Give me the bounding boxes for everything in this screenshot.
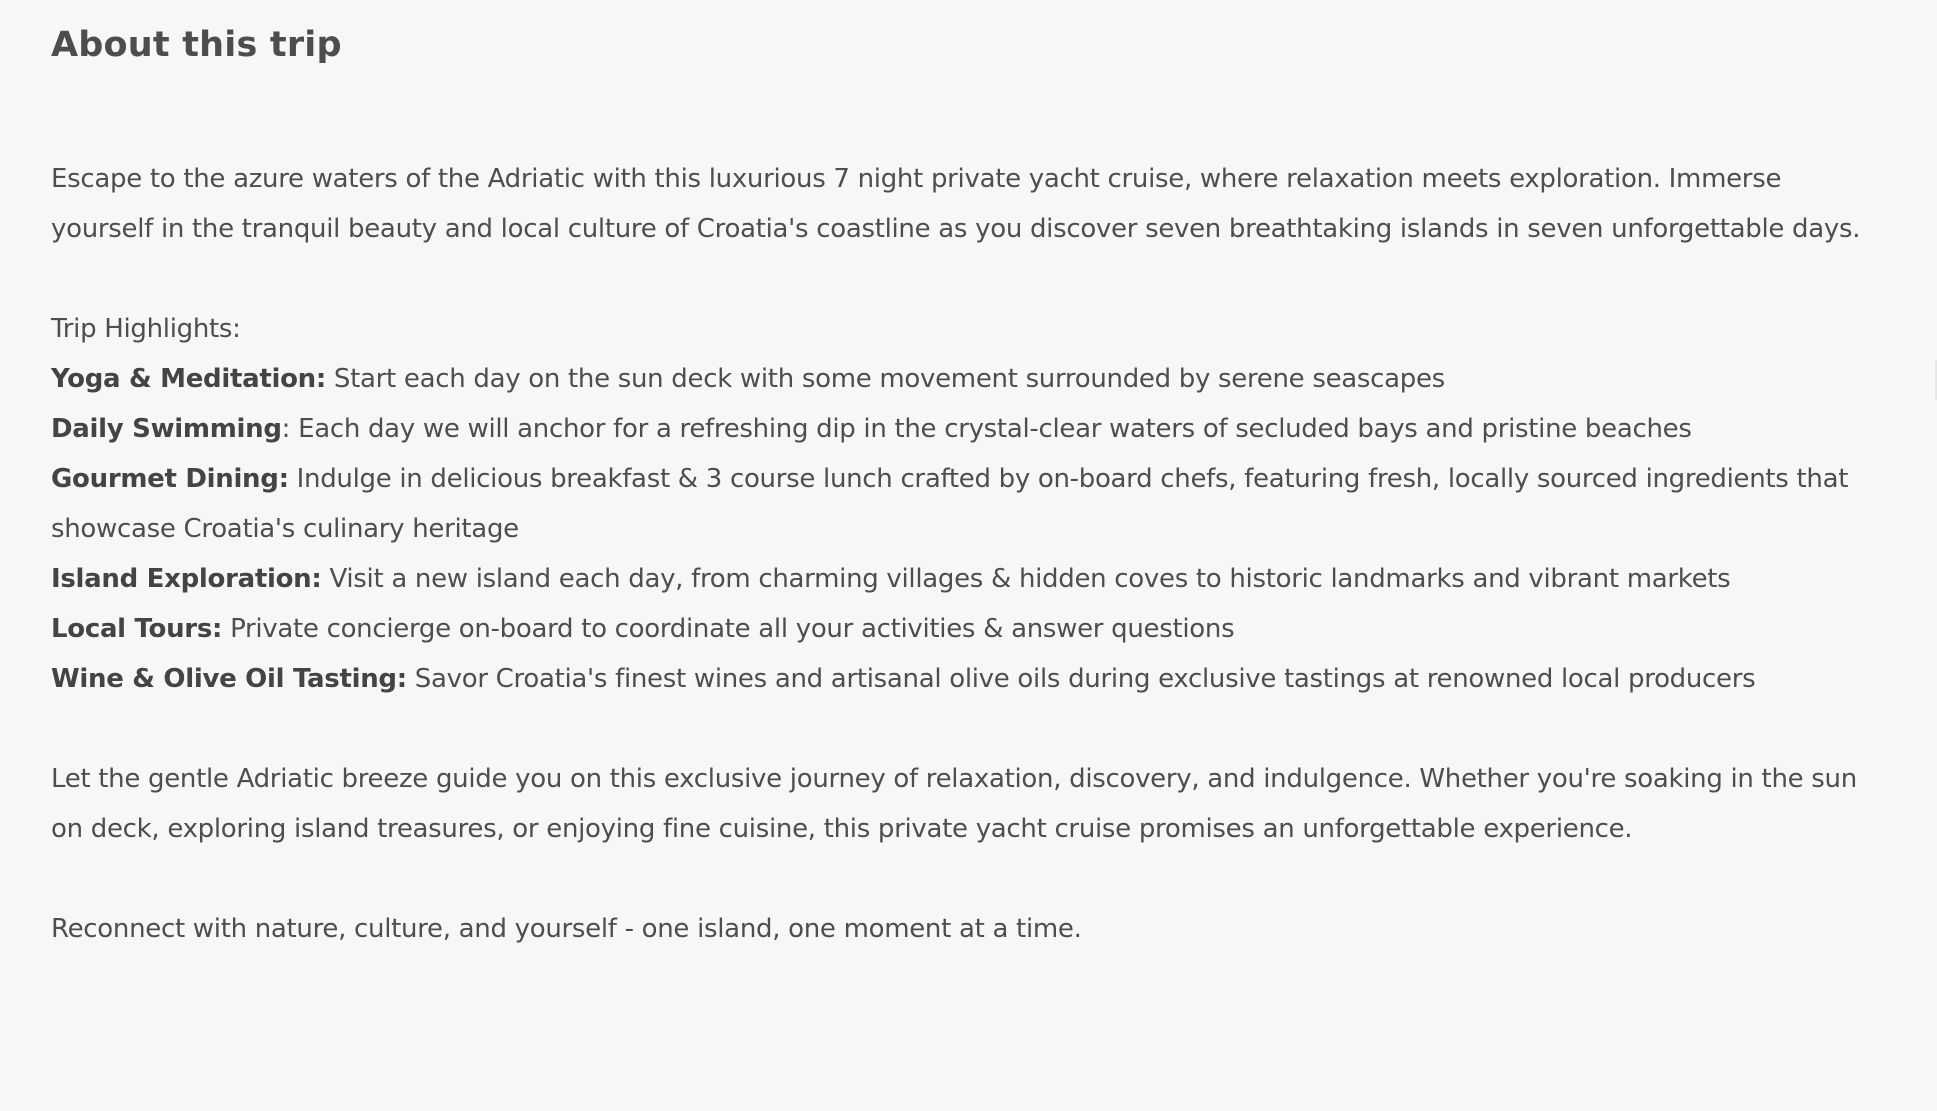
highlight-label: Gourmet Dining: <box>51 464 289 494</box>
paragraph-spacer <box>51 704 1889 754</box>
highlight-text: Visit a new island each day, from charming villages & hidden coves to historic landmarks and vibrant markets <box>321 564 1731 594</box>
highlights-heading: Trip Highlights: <box>51 314 241 344</box>
tagline: Reconnect with nature, culture, and yourself - one island, one moment at a time. <box>51 914 1082 944</box>
intro-paragraph: Escape to the azure waters of the Adriatic with this luxurious 7 night private yacht cruise, where relaxation meets exploration. Immerse yourself in the tranquil beauty and local culture of Croatia's coastline as you discover seven breathtaking islands in seven unforgettable days. <box>51 164 1861 244</box>
highlight-item-swimming <box>51 404 1889 454</box>
highlight-item-tasting <box>51 654 1889 704</box>
trip-description <box>51 154 1889 954</box>
highlight-label: Wine & Olive Oil Tasting: <box>51 664 407 694</box>
highlight-label: Island Exploration: <box>51 564 322 594</box>
highlight-text: Indulge in delicious breakfast & 3 course lunch crafted by on-board chefs, featuring fresh, locally sourced ingredients that showcase Croatia's culinary heritage <box>51 464 1849 544</box>
highlight-text: Savor Croatia's finest wines and artisanal olive oils during exclusive tastings at renowned local producers <box>406 664 1756 694</box>
highlight-item-tours <box>51 604 1889 654</box>
highlight-label: Yoga & Meditation: <box>51 364 326 394</box>
highlight-item-yoga <box>51 354 1889 404</box>
highlight-text: Private concierge on-board to coordinate all your activities & answer questions <box>222 614 1235 644</box>
highlight-label: Daily Swimming <box>51 414 282 444</box>
highlight-item-exploration <box>51 554 1889 604</box>
highlight-label: Local Tours: <box>51 614 223 644</box>
paragraph-spacer <box>51 854 1889 904</box>
highlight-text: Start each day on the sun deck with some movement surrounded by serene seascapes <box>325 364 1445 394</box>
highlight-item-dining <box>51 454 1889 554</box>
closing-paragraph: Let the gentle Adriatic breeze guide you on this exclusive journey of relaxation, discovery, and indulgence. Whether you're soaking in the sun on deck, exploring island treasures, or enjoying fine cuisine, this private yacht cruise promises an unforgettable experience. <box>51 764 1857 844</box>
highlight-text: : Each day we will anchor for a refreshing dip in the crystal-clear waters of secluded bays and pristine beaches <box>281 414 1692 444</box>
paragraph-spacer <box>51 254 1889 304</box>
section-title: About this trip <box>51 25 342 65</box>
